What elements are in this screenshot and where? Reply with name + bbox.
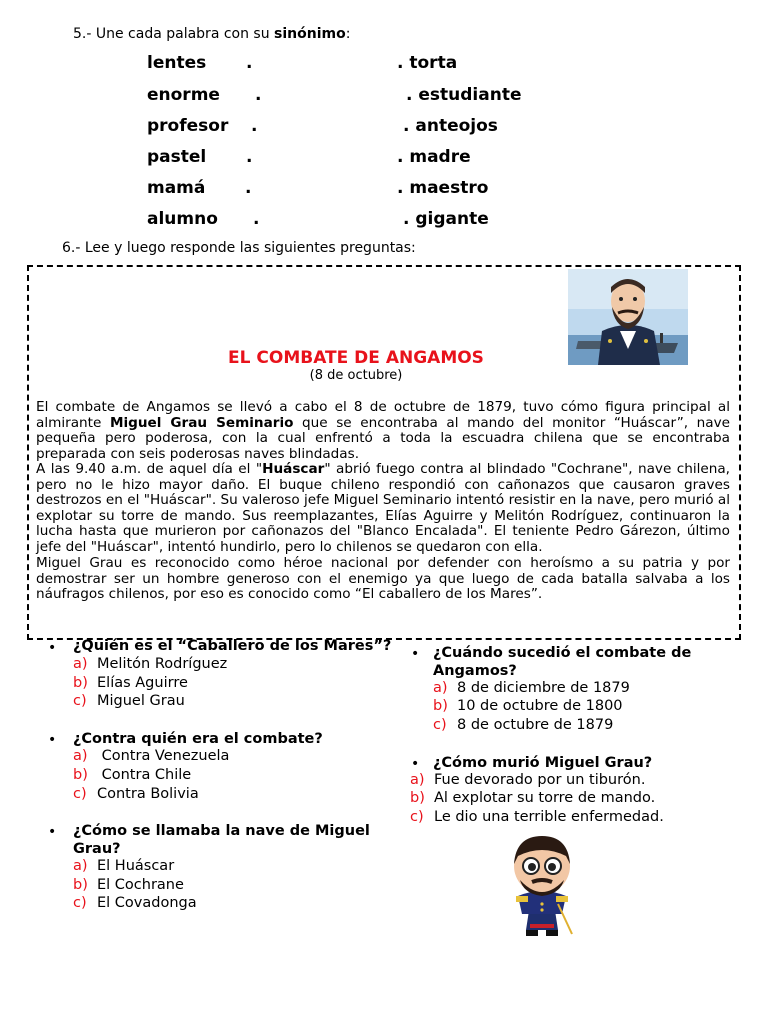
right-word: . gigante bbox=[403, 209, 489, 229]
question-title: ¿Quién es el “Caballero de los Mares”? bbox=[73, 638, 392, 654]
right-word: . anteojos bbox=[403, 116, 498, 136]
option-letter: c) bbox=[73, 786, 87, 802]
option-text: El Cochrane bbox=[97, 877, 184, 893]
reading-subtitle: (8 de octubre) bbox=[309, 368, 403, 383]
left-word: profesor bbox=[147, 116, 229, 136]
miguel-grau-cartoon-image bbox=[496, 834, 588, 936]
right-word: . estudiante bbox=[406, 85, 522, 105]
paragraph-text: A las 9.40 a.m. de aquel día el " bbox=[36, 461, 263, 477]
bullet: • bbox=[411, 646, 420, 662]
option-letter: b) bbox=[433, 698, 448, 714]
match-dot: . bbox=[246, 147, 253, 167]
option-letter: a) bbox=[410, 772, 425, 788]
option-text: El Huáscar bbox=[97, 858, 175, 874]
right-word: . torta bbox=[397, 53, 458, 73]
option-text: 8 de octubre de 1879 bbox=[457, 717, 614, 733]
answer-option[interactable] bbox=[73, 656, 227, 672]
paragraph-bold: Huáscar bbox=[262, 461, 325, 477]
bullet: • bbox=[48, 732, 57, 748]
option-text: Melitón Rodríguez bbox=[97, 656, 228, 672]
reading-title: EL COMBATE DE ANGAMOS bbox=[228, 348, 484, 368]
option-letter: a) bbox=[433, 680, 448, 696]
answer-option[interactable] bbox=[410, 809, 664, 825]
option-text: Contra Venezuela bbox=[97, 748, 230, 764]
option-letter: a) bbox=[73, 748, 88, 764]
right-word: . madre bbox=[397, 147, 471, 167]
option-text: El Covadonga bbox=[97, 895, 197, 911]
answer-option[interactable] bbox=[73, 895, 197, 911]
match-dot: . bbox=[246, 53, 253, 73]
answer-option[interactable] bbox=[433, 717, 613, 733]
answer-option[interactable] bbox=[73, 767, 191, 783]
left-word: enorme bbox=[147, 85, 220, 105]
reading-paragraph-1 bbox=[36, 400, 730, 462]
section-5-instruction bbox=[73, 26, 350, 42]
option-letter: c) bbox=[73, 693, 87, 709]
paragraph-bold: Miguel Grau Seminario bbox=[109, 414, 294, 431]
option-text: Fue devorado por un tiburón. bbox=[434, 772, 646, 788]
answer-option[interactable] bbox=[433, 698, 623, 714]
match-dot: . bbox=[251, 116, 258, 136]
bullet: • bbox=[411, 756, 420, 772]
instruction-suffix: : bbox=[345, 26, 351, 42]
paragraph-text: que se encontraba al mando del monitor “Huáscar”, nave pequeña pero poderosa, con la cual enfrentó a toda la escuadra chilena que se encontraba preparada con seis poderosas naves blindadas. bbox=[36, 414, 730, 462]
question-title: ¿Cómo murió Miguel Grau? bbox=[433, 755, 653, 771]
reading-paragraph-2 bbox=[36, 462, 730, 555]
answer-option[interactable] bbox=[73, 858, 174, 874]
answer-option[interactable] bbox=[433, 680, 630, 696]
answer-option[interactable] bbox=[73, 748, 229, 764]
match-dot: . bbox=[253, 209, 260, 229]
instruction-text: 5.- Une cada palabra con su bbox=[73, 26, 275, 42]
option-letter: c) bbox=[73, 895, 87, 911]
question-title: ¿Contra quién era el combate? bbox=[73, 731, 323, 747]
option-letter: a) bbox=[73, 858, 88, 874]
match-dot: . bbox=[245, 178, 252, 198]
reading-paragraph-3: Miguel Grau es reconocido como héroe nacional por defender con heroísmo a su patria y por demostrar ser un hombre generoso con el enemigo ya que luego de cada batalla salvaba a los náufragos chilenos, por eso es conocido como “El caballero de los Mares”. bbox=[36, 555, 730, 602]
bullet: • bbox=[48, 640, 57, 656]
answer-option[interactable] bbox=[73, 675, 188, 691]
question-title: ¿Cómo se llamaba la nave de Miguel Grau? bbox=[73, 823, 370, 857]
left-word: pastel bbox=[147, 147, 207, 167]
option-letter: a) bbox=[73, 656, 88, 672]
paragraph-text: El combate de Angamos se llevó a cabo el 8 de octubre de 1879, tuvo cómo figura principal al almirante bbox=[36, 399, 730, 431]
option-text: Contra Bolivia bbox=[97, 786, 199, 802]
option-letter: b) bbox=[73, 675, 88, 691]
bullet: • bbox=[48, 824, 57, 840]
option-text: 10 de octubre de 1800 bbox=[457, 698, 623, 714]
left-word: lentes bbox=[147, 53, 207, 73]
left-word: alumno bbox=[147, 209, 218, 229]
match-dot: . bbox=[255, 85, 262, 105]
option-text: Al explotar su torre de mando. bbox=[434, 790, 656, 806]
answer-option[interactable] bbox=[73, 877, 184, 893]
question-title: ¿Cuándo sucedió el combate de Angamos? bbox=[433, 645, 692, 679]
option-text: Elías Aguirre bbox=[97, 675, 188, 691]
option-letter: c) bbox=[410, 809, 424, 825]
option-text: Miguel Grau bbox=[97, 693, 185, 709]
answer-option[interactable] bbox=[73, 786, 199, 802]
right-word: . maestro bbox=[397, 178, 489, 198]
option-letter: b) bbox=[73, 767, 88, 783]
left-word: mamá bbox=[147, 178, 206, 198]
option-text: Contra Chile bbox=[97, 767, 192, 783]
section-6-instruction: 6.- Lee y luego responde las siguientes preguntas: bbox=[62, 240, 416, 256]
option-text: 8 de diciembre de 1879 bbox=[457, 680, 630, 696]
paragraph-text: " abrió fuego contra al blindado "Cochrane", nave chilena, pero no le hizo mayor daño. El buque chileno respondió con cañonazos que causaron graves destrozos en el "Huáscar". Su valeroso jefe Miguel Seminario intentó resistir en la nave, pero murió al explotar su torre de mando. Sus reemplazantes, Elías Aguirre y Melitón Rodríguez, continuaron la lucha hasta que murieron por cañonazos del "Blanco Encalada". El teniente Pedro Gárezon, último jefe del "Huáscar", intentó hundirlo, pero lo chilenos se quedaron con ella. bbox=[36, 461, 730, 555]
answer-option[interactable] bbox=[410, 790, 655, 806]
option-letter: b) bbox=[73, 877, 88, 893]
option-letter: c) bbox=[433, 717, 447, 733]
instruction-bold: sinónimo bbox=[274, 26, 346, 42]
option-letter: b) bbox=[410, 790, 425, 806]
option-text: Le dio una terrible enfermedad. bbox=[434, 809, 664, 825]
answer-option[interactable] bbox=[73, 693, 185, 709]
answer-option[interactable] bbox=[410, 772, 645, 788]
